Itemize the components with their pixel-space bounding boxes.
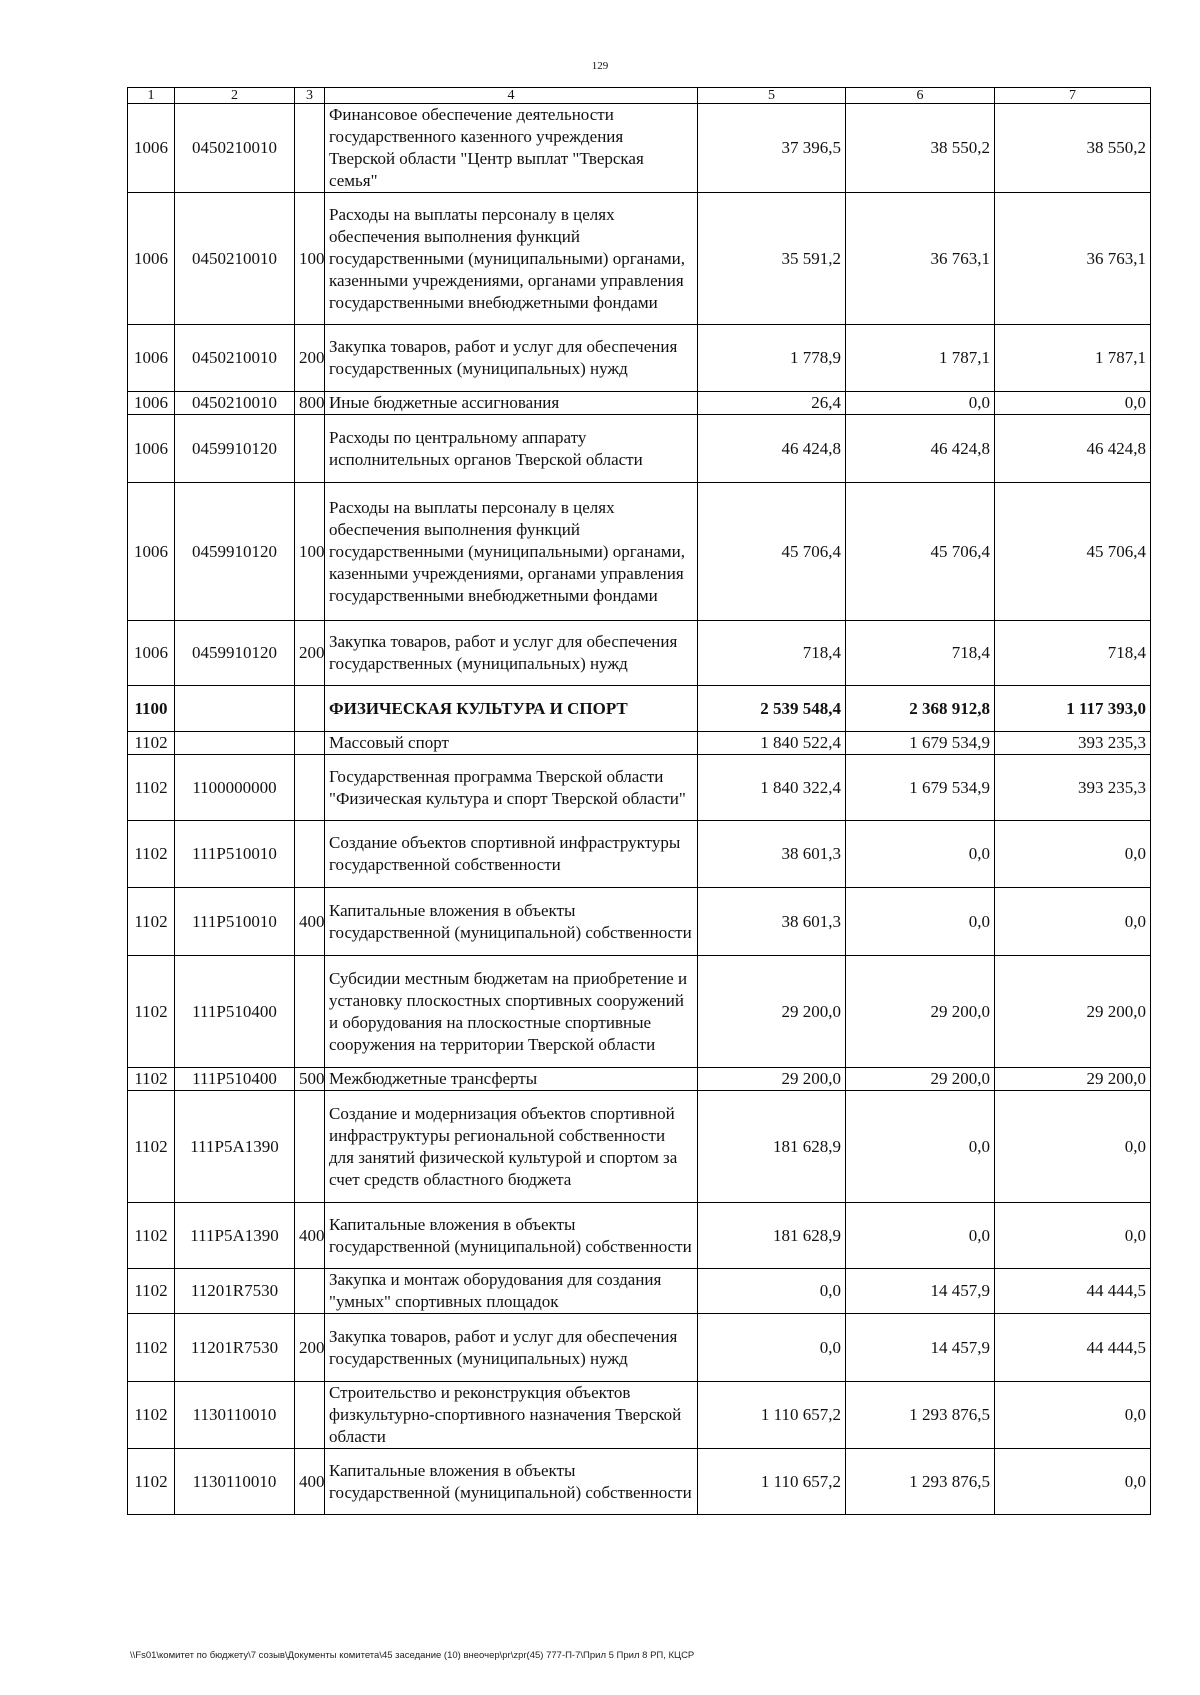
target-code: 0459910120: [175, 415, 295, 483]
column-header: 4: [325, 88, 698, 104]
description: Расходы на выплаты персоналу в целях обеспечения выполнения функций государственными (муниципальными) органами, казенными учреждениями, органами управления государственными внебюджетными фондами: [325, 483, 698, 621]
amount-col7: 718,4: [995, 621, 1151, 686]
target-code: 11201R7530: [175, 1314, 295, 1382]
table-row: [128, 956, 1151, 1068]
amount-col7: 1 787,1: [995, 325, 1151, 392]
section-code: 1102: [128, 956, 175, 1068]
description: Финансовое обеспечение деятельности государственного казенного учреждения Тверской области "Центр выплат "Тверская семья": [325, 104, 698, 193]
table-row: [128, 415, 1151, 483]
amount-col7: 0,0: [995, 1091, 1151, 1203]
target-code: 111P5A1390: [175, 1091, 295, 1203]
amount-col7: 45 706,4: [995, 483, 1151, 621]
description: Создание и модернизация объектов спортивной инфраструктуры региональной собственности для занятий физической культурой и спортом за счет средств областного бюджета: [325, 1091, 698, 1203]
amount-col7: 393 235,3: [995, 732, 1151, 755]
expense-type: [295, 1269, 325, 1314]
expense-type: [295, 415, 325, 483]
table-row: [128, 1269, 1151, 1314]
amount-col5: 38 601,3: [698, 888, 846, 956]
amount-col7: 46 424,8: [995, 415, 1151, 483]
table-row: [128, 392, 1151, 415]
expense-type: 400: [295, 888, 325, 956]
section-code: 1102: [128, 1203, 175, 1269]
section-code: 1006: [128, 483, 175, 621]
budget-table: [127, 87, 1151, 1515]
table-row: [128, 104, 1151, 193]
target-code: 0459910120: [175, 483, 295, 621]
amount-col6: 38 550,2: [846, 104, 995, 193]
target-code: 111P5A1390: [175, 1203, 295, 1269]
column-header: 3: [295, 88, 325, 104]
amount-col5: 0,0: [698, 1314, 846, 1382]
header-row: [128, 88, 1151, 104]
description: Строительство и реконструкция объектов физкультурно-спортивного назначения Тверской области: [325, 1382, 698, 1449]
amount-col7: 0,0: [995, 1203, 1151, 1269]
table-row: [128, 621, 1151, 686]
target-code: [175, 732, 295, 755]
amount-col6: 1 293 876,5: [846, 1382, 995, 1449]
amount-col6: 0,0: [846, 821, 995, 888]
target-code: 0450210010: [175, 193, 295, 325]
section-code: 1006: [128, 193, 175, 325]
table-row: [128, 1382, 1151, 1449]
description: Капитальные вложения в объекты государственной (муниципальной) собственности: [325, 1449, 698, 1515]
amount-col5: 2 539 548,4: [698, 686, 846, 732]
amount-col5: 718,4: [698, 621, 846, 686]
description: Государственная программа Тверской области "Физическая культура и спорт Тверской области": [325, 755, 698, 821]
description: ФИЗИЧЕСКАЯ КУЛЬТУРА И СПОРТ: [325, 686, 698, 732]
expense-type: [295, 956, 325, 1068]
table-row-section-total: [128, 686, 1151, 732]
expense-type: [295, 821, 325, 888]
table-row: [128, 1449, 1151, 1515]
target-code: [175, 686, 295, 732]
amount-col5: 29 200,0: [698, 956, 846, 1068]
expense-type: [295, 755, 325, 821]
amount-col7: 1 117 393,0: [995, 686, 1151, 732]
expense-type: 100: [295, 483, 325, 621]
expense-type: 200: [295, 1314, 325, 1382]
amount-col7: 0,0: [995, 1449, 1151, 1515]
expense-type: 100: [295, 193, 325, 325]
target-code: 0450210010: [175, 104, 295, 193]
expense-type: 800: [295, 392, 325, 415]
expense-type: [295, 104, 325, 193]
page-number: 129: [591, 60, 609, 72]
amount-col5: 0,0: [698, 1269, 846, 1314]
amount-col6: 46 424,8: [846, 415, 995, 483]
amount-col7: 38 550,2: [995, 104, 1151, 193]
table-row: [128, 325, 1151, 392]
amount-col5: 37 396,5: [698, 104, 846, 193]
section-code: 1102: [128, 1091, 175, 1203]
description: Закупка товаров, работ и услуг для обеспечения государственных (муниципальных) нужд: [325, 325, 698, 392]
description: Закупка товаров, работ и услуг для обеспечения государственных (муниципальных) нужд: [325, 621, 698, 686]
target-code: 11201R7530: [175, 1269, 295, 1314]
description: Иные бюджетные ассигнования: [325, 392, 698, 415]
target-code: 1100000000: [175, 755, 295, 821]
amount-col7: 0,0: [995, 821, 1151, 888]
expense-type: 200: [295, 621, 325, 686]
section-code: 1102: [128, 1314, 175, 1382]
amount-col7: 29 200,0: [995, 1068, 1151, 1091]
description: Капитальные вложения в объекты государственной (муниципальной) собственности: [325, 888, 698, 956]
column-header: 7: [995, 88, 1151, 104]
table-row: [128, 732, 1151, 755]
table-row: [128, 1314, 1151, 1382]
amount-col5: 181 628,9: [698, 1203, 846, 1269]
amount-col6: 1 679 534,9: [846, 755, 995, 821]
amount-col7: 44 444,5: [995, 1314, 1151, 1382]
amount-col6: 0,0: [846, 392, 995, 415]
section-code: 1102: [128, 1269, 175, 1314]
amount-col7: 44 444,5: [995, 1269, 1151, 1314]
amount-col6: 0,0: [846, 1091, 995, 1203]
amount-col6: 2 368 912,8: [846, 686, 995, 732]
expense-type: [295, 732, 325, 755]
amount-col5: 35 591,2: [698, 193, 846, 325]
amount-col5: 1 110 657,2: [698, 1382, 846, 1449]
amount-col6: 14 457,9: [846, 1314, 995, 1382]
amount-col5: 29 200,0: [698, 1068, 846, 1091]
amount-col6: 1 787,1: [846, 325, 995, 392]
description: Расходы на выплаты персоналу в целях обеспечения выполнения функций государственными (муниципальными) органами, казенными учреждениями, органами управления государственными внебюджетными фондами: [325, 193, 698, 325]
amount-col7: 29 200,0: [995, 956, 1151, 1068]
target-code: 111P510010: [175, 821, 295, 888]
table-row: [128, 1091, 1151, 1203]
amount-col6: 29 200,0: [846, 956, 995, 1068]
column-header: 5: [698, 88, 846, 104]
expense-type: 400: [295, 1449, 325, 1515]
amount-col6: 29 200,0: [846, 1068, 995, 1091]
amount-col5: 46 424,8: [698, 415, 846, 483]
expense-type: 500: [295, 1068, 325, 1091]
target-code: 111P510010: [175, 888, 295, 956]
amount-col5: 1 778,9: [698, 325, 846, 392]
description: Расходы по центральному аппарату исполнительных органов Тверской области: [325, 415, 698, 483]
description: Субсидии местным бюджетам на приобретение и установку плоскостных спортивных сооружений и оборудования на плоскостные спортивные сооружения на территории Тверской области: [325, 956, 698, 1068]
section-code: 1102: [128, 1449, 175, 1515]
amount-col6: 36 763,1: [846, 193, 995, 325]
description: Закупка товаров, работ и услуг для обеспечения государственных (муниципальных) нужд: [325, 1314, 698, 1382]
expense-type: [295, 1382, 325, 1449]
expense-type: [295, 686, 325, 732]
section-code: 1102: [128, 821, 175, 888]
table-row: [128, 193, 1151, 325]
column-header: 2: [175, 88, 295, 104]
table-row: [128, 755, 1151, 821]
section-code: 1006: [128, 415, 175, 483]
column-header: 1: [128, 88, 175, 104]
description: Межбюджетные трансферты: [325, 1068, 698, 1091]
amount-col5: 38 601,3: [698, 821, 846, 888]
section-code: 1102: [128, 888, 175, 956]
expense-type: 200: [295, 325, 325, 392]
target-code: 1130110010: [175, 1382, 295, 1449]
amount-col6: 0,0: [846, 1203, 995, 1269]
amount-col6: 14 457,9: [846, 1269, 995, 1314]
target-code: 111P510400: [175, 956, 295, 1068]
amount-col5: 1 840 522,4: [698, 732, 846, 755]
amount-col6: 718,4: [846, 621, 995, 686]
footer-file-path: \\Fs01\комитет по бюджету\7 созыв\Документы комитета\45 заседание (10) внеочер\pr\zpr(45) 777-П-7\Прил 5 Прил 8 РП, КЦСР: [130, 1650, 695, 1661]
amount-col6: 0,0: [846, 888, 995, 956]
target-code: 0459910120: [175, 621, 295, 686]
table-row: [128, 821, 1151, 888]
amount-col7: 0,0: [995, 888, 1151, 956]
description: Капитальные вложения в объекты государственной (муниципальной) собственности: [325, 1203, 698, 1269]
description: Массовый спорт: [325, 732, 698, 755]
amount-col7: 393 235,3: [995, 755, 1151, 821]
section-code: 1102: [128, 1068, 175, 1091]
section-code: 1100: [128, 686, 175, 732]
section-code: 1006: [128, 392, 175, 415]
section-code: 1102: [128, 732, 175, 755]
amount-col5: 181 628,9: [698, 1091, 846, 1203]
target-code: 111P510400: [175, 1068, 295, 1091]
amount-col6: 45 706,4: [846, 483, 995, 621]
expense-type: 400: [295, 1203, 325, 1269]
amount-col7: 0,0: [995, 1382, 1151, 1449]
table-row: [128, 888, 1151, 956]
expense-type: [295, 1091, 325, 1203]
amount-col5: 1 840 322,4: [698, 755, 846, 821]
section-code: 1006: [128, 104, 175, 193]
amount-col5: 26,4: [698, 392, 846, 415]
target-code: 1130110010: [175, 1449, 295, 1515]
amount-col5: 45 706,4: [698, 483, 846, 621]
target-code: 0450210010: [175, 325, 295, 392]
table-row: [128, 1068, 1151, 1091]
section-code: 1006: [128, 325, 175, 392]
description: Создание объектов спортивной инфраструктуры государственной собственности: [325, 821, 698, 888]
amount-col5: 1 110 657,2: [698, 1449, 846, 1515]
section-code: 1102: [128, 755, 175, 821]
target-code: 0450210010: [175, 392, 295, 415]
amount-col6: 1 679 534,9: [846, 732, 995, 755]
column-header: 6: [846, 88, 995, 104]
description: Закупка и монтаж оборудования для создания "умных" спортивных площадок: [325, 1269, 698, 1314]
amount-col7: 36 763,1: [995, 193, 1151, 325]
amount-col7: 0,0: [995, 392, 1151, 415]
section-code: 1102: [128, 1382, 175, 1449]
table-row: [128, 1203, 1151, 1269]
section-code: 1006: [128, 621, 175, 686]
table-row: [128, 483, 1151, 621]
amount-col6: 1 293 876,5: [846, 1449, 995, 1515]
